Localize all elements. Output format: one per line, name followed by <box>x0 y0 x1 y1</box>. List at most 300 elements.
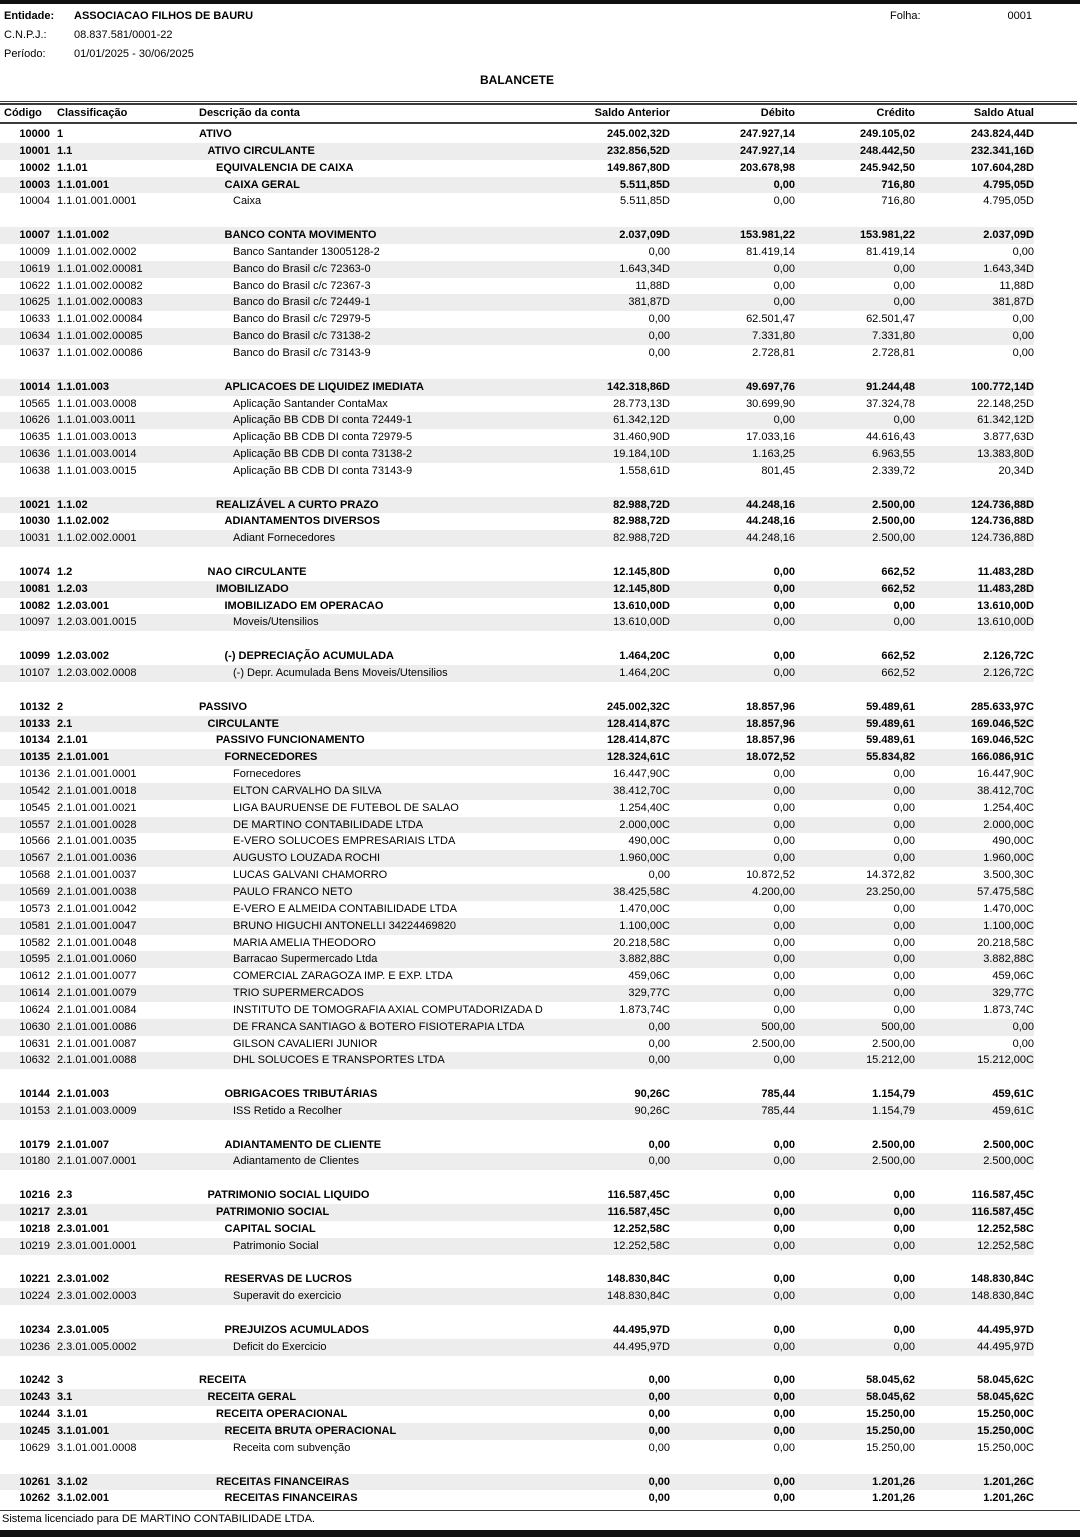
row-classificacao: 1.1.01.002.0002 <box>57 245 137 258</box>
row-credito: 662,52 <box>881 582 915 595</box>
row-debito: 0,00 <box>773 1424 795 1437</box>
row-credito: 0,00 <box>893 970 915 983</box>
row-saldo-atual: 20,34D <box>998 464 1034 477</box>
row-saldo-atual: 116.587,45C <box>971 1206 1034 1218</box>
row-descricao: Banco do Brasil c/c 72979-5 <box>233 313 371 326</box>
row-credito: 0,00 <box>893 987 915 1000</box>
table-row <box>0 598 1034 615</box>
row-codigo: 10031 <box>19 532 50 545</box>
row-codigo: 10629 <box>19 1441 50 1454</box>
row-classificacao: 3.1.02.001 <box>57 1492 109 1505</box>
row-saldo-anterior: 82.988,72D <box>613 498 670 511</box>
table-row <box>0 1103 1034 1120</box>
row-codigo: 10631 <box>19 1037 50 1050</box>
row-saldo-anterior: 149.867,80D <box>607 161 670 174</box>
row-descricao: Aplicação Santander ContaMax <box>233 397 388 410</box>
row-saldo-anterior: 82.988,72D <box>613 515 670 528</box>
row-credito: 2.728,81 <box>872 346 915 359</box>
row-debito: 1.163,25 <box>752 448 795 461</box>
row-descricao: INSTITUTO DE TOMOGRAFIA AXIAL COMPUTADORIZADA D <box>233 1003 543 1016</box>
row-saldo-atual: 124.736,88D <box>971 515 1034 528</box>
table-row <box>0 328 1034 345</box>
table-row <box>0 1019 1034 1036</box>
row-saldo-atual: 0,00 <box>1012 245 1034 258</box>
row-saldo-atual: 58.045,62C <box>977 1374 1034 1387</box>
row-codigo: 10569 <box>19 885 50 898</box>
row-descricao: PATRIMONIO SOCIAL LIQUIDO <box>207 1189 370 1202</box>
row-saldo-atual: 4.795,05D <box>983 178 1034 191</box>
row-saldo-anterior: 0,00 <box>648 313 670 326</box>
row-classificacao: 2.1.01 <box>57 734 88 747</box>
table-row <box>0 935 1034 952</box>
row-saldo-atual: 1.470,00C <box>983 902 1034 915</box>
row-saldo-anterior: 0,00 <box>648 1020 670 1033</box>
row-saldo-atual: 169.046,52C <box>971 734 1034 747</box>
row-credito: 1.154,79 <box>872 1104 915 1117</box>
table-row <box>0 160 1034 177</box>
row-debito: 49.697,76 <box>746 380 795 393</box>
row-credito: 716,80 <box>881 178 915 191</box>
table-row <box>0 817 1034 834</box>
row-saldo-anterior: 0,00 <box>648 1138 670 1151</box>
table-row <box>0 985 1034 1002</box>
row-credito: 2.500,00 <box>872 1138 915 1151</box>
row-classificacao: 3.1.01.001 <box>57 1424 109 1437</box>
table-row <box>0 244 1034 261</box>
row-classificacao: 2.1 <box>57 717 73 730</box>
row-credito: 0,00 <box>893 784 915 797</box>
row-descricao: RECEITAS FINANCEIRAS <box>224 1492 358 1505</box>
row-credito: 716,80 <box>881 195 915 208</box>
row-saldo-atual: 2.126,72C <box>983 667 1034 679</box>
row-descricao: PREJUIZOS ACUMULADOS <box>224 1323 369 1336</box>
row-saldo-atual: 16.447,90C <box>977 768 1034 781</box>
row-classificacao: 2.1.01.001.0047 <box>57 919 137 932</box>
row-debito: 18.857,96 <box>746 700 795 713</box>
row-credito: 662,52 <box>881 667 915 679</box>
row-credito: 248.442,50 <box>859 144 915 157</box>
row-debito: 18.072,52 <box>746 751 795 764</box>
row-debito: 801,45 <box>761 464 795 477</box>
row-saldo-atual: 1.643,34D <box>983 262 1034 275</box>
row-descricao: FORNECEDORES <box>224 751 318 764</box>
table-row <box>0 951 1034 968</box>
row-credito: 14.372,82 <box>866 869 915 882</box>
row-codigo: 10244 <box>19 1408 50 1421</box>
row-descricao: EQUIVALENCIA DE CAIXA <box>216 161 354 174</box>
row-codigo: 10573 <box>19 902 50 915</box>
page-bottom-bar <box>0 1530 1080 1537</box>
row-codigo: 10634 <box>19 330 50 343</box>
row-classificacao: 2.1.01.001.0037 <box>57 869 137 882</box>
row-saldo-atual: 1.254,40C <box>983 801 1034 814</box>
row-classificacao: 1.1.01.002.00085 <box>57 330 143 343</box>
license-footer: Sistema licenciado para DE MARTINO CONTABILIDADE LTDA. <box>2 1513 315 1526</box>
column-header-codigo: Código <box>4 107 42 119</box>
row-saldo-anterior: 0,00 <box>648 1037 670 1050</box>
row-credito: 0,00 <box>893 801 915 814</box>
row-debito: 0,00 <box>773 1340 795 1353</box>
row-credito: 1.201,26 <box>872 1492 915 1505</box>
row-saldo-anterior: 0,00 <box>648 1441 670 1454</box>
row-classificacao: 2.1.01.001.0018 <box>57 784 137 797</box>
column-header-debito: Débito <box>760 107 795 119</box>
row-credito: 44.616,43 <box>866 431 915 444</box>
row-saldo-atual: 1.201,26C <box>983 1492 1034 1505</box>
row-debito: 2.500,00 <box>752 1037 795 1050</box>
row-debito: 0,00 <box>773 1492 795 1505</box>
row-classificacao: 1.1.01.003.0015 <box>57 464 137 477</box>
row-codigo: 10009 <box>19 245 50 258</box>
row-credito: 0,00 <box>893 953 915 966</box>
row-credito: 2.500,00 <box>872 1155 915 1168</box>
row-credito: 7.331,80 <box>872 330 915 343</box>
row-debito: 0,00 <box>773 582 795 595</box>
row-saldo-atual: 1.201,26C <box>983 1475 1034 1488</box>
table-row <box>0 665 1034 682</box>
row-descricao: Banco do Brasil c/c 72367-3 <box>233 279 371 292</box>
row-debito: 0,00 <box>773 195 795 208</box>
spacer-row <box>0 1069 1034 1086</box>
row-saldo-anterior: 16.447,90C <box>613 768 670 781</box>
row-credito: 59.489,61 <box>866 700 915 713</box>
row-codigo: 10566 <box>19 835 50 848</box>
row-classificacao: 2.1.01.001.0035 <box>57 835 137 848</box>
row-classificacao: 2.1.01.001.0087 <box>57 1037 137 1050</box>
row-saldo-atual: 0,00 <box>1012 1020 1034 1033</box>
row-debito: 0,00 <box>773 1222 795 1235</box>
row-credito: 0,00 <box>893 1003 915 1016</box>
row-classificacao: 2.1.01.001.0001 <box>57 768 137 781</box>
table-row <box>0 648 1034 665</box>
row-credito: 15.212,00 <box>866 1054 915 1067</box>
row-codigo: 10565 <box>19 397 50 410</box>
row-descricao: Deficit do Exercicio <box>233 1340 327 1353</box>
row-credito: 500,00 <box>881 1020 915 1033</box>
table-row <box>0 513 1034 530</box>
periodo-label: Período: <box>4 48 46 60</box>
table-row <box>0 412 1034 429</box>
row-debito: 0,00 <box>773 818 795 831</box>
row-saldo-anterior: 245.002,32C <box>607 700 670 713</box>
row-classificacao: 2.1.01.001.0088 <box>57 1054 137 1067</box>
row-debito: 17.033,16 <box>746 431 795 444</box>
row-credito: 0,00 <box>893 1189 915 1202</box>
row-credito: 1.201,26 <box>872 1475 915 1488</box>
row-classificacao: 2.1.01.001.0086 <box>57 1020 137 1033</box>
row-credito: 23.250,00 <box>866 885 915 898</box>
row-saldo-anterior: 1.470,00C <box>619 902 670 915</box>
row-saldo-anterior: 0,00 <box>648 346 670 359</box>
row-saldo-atual: 15.250,00C <box>977 1408 1034 1421</box>
row-saldo-atual: 4.795,05D <box>983 195 1034 208</box>
row-debito: 7.331,80 <box>752 330 795 343</box>
row-descricao: (-) DEPRECIAÇÃO ACUMULADA <box>224 650 394 663</box>
row-codigo: 10082 <box>19 599 50 612</box>
row-debito: 0,00 <box>773 1323 795 1336</box>
spacer-row <box>0 547 1034 564</box>
row-descricao: (-) Depr. Acumulada Bens Moveis/Utensilios <box>233 667 448 679</box>
row-saldo-anterior: 1.464,20C <box>619 650 670 663</box>
row-credito: 37.324,78 <box>866 397 915 410</box>
table-row <box>0 1238 1034 1255</box>
spacer-row <box>0 1170 1034 1187</box>
table-row <box>0 294 1034 311</box>
row-descricao: CAIXA GERAL <box>224 178 300 191</box>
row-saldo-atual: 38.412,70C <box>977 784 1034 797</box>
row-debito: 0,00 <box>773 650 795 663</box>
row-saldo-atual: 2.126,72C <box>983 650 1034 663</box>
row-classificacao: 1.1 <box>57 144 73 157</box>
row-descricao: Patrimonio Social <box>233 1239 319 1252</box>
row-saldo-anterior: 0,00 <box>648 1391 670 1404</box>
row-descricao: Superavit do exercicio <box>233 1290 342 1303</box>
row-saldo-anterior: 0,00 <box>648 1492 670 1505</box>
table-row <box>0 429 1034 446</box>
row-debito: 44.248,16 <box>746 498 795 511</box>
row-saldo-atual: 13.383,80D <box>977 448 1034 461</box>
row-saldo-atual: 44.495,97D <box>977 1323 1034 1336</box>
row-debito: 0,00 <box>773 1391 795 1404</box>
row-saldo-anterior: 44.495,97D <box>613 1340 670 1353</box>
row-debito: 0,00 <box>773 902 795 915</box>
row-classificacao: 2.1.01.001.0079 <box>57 987 137 1000</box>
row-descricao: Banco do Brasil c/c 72363-0 <box>233 262 371 275</box>
table-row <box>0 901 1034 918</box>
row-descricao: TRIO SUPERMERCADOS <box>233 987 364 1000</box>
spacer-row <box>0 1305 1034 1322</box>
row-descricao: PASSIVO FUNCIONAMENTO <box>216 734 365 747</box>
spacer-row <box>0 210 1034 227</box>
row-debito: 30.699,90 <box>746 397 795 410</box>
row-classificacao: 2.3.01 <box>57 1206 88 1218</box>
row-saldo-atual: 11.483,28D <box>977 582 1034 595</box>
row-saldo-atual: 124.736,88D <box>971 532 1034 545</box>
row-classificacao: 1.1.01.002.00083 <box>57 296 143 309</box>
table-row <box>0 1440 1034 1457</box>
row-saldo-anterior: 381,87D <box>628 296 670 309</box>
row-classificacao: 3.1.02 <box>57 1475 88 1488</box>
row-saldo-anterior: 28.773,13D <box>613 397 670 410</box>
column-header-descricao: Descrição da conta <box>199 107 300 119</box>
column-header-credito: Crédito <box>876 107 915 119</box>
row-classificacao: 1.1.02.002.0001 <box>57 532 137 545</box>
row-descricao: COMERCIAL ZARAGOZA IMP. E EXP. LTDA <box>233 970 453 983</box>
row-codigo: 10630 <box>19 1020 50 1033</box>
row-saldo-atual: 0,00 <box>1012 330 1034 343</box>
row-saldo-anterior: 0,00 <box>648 1408 670 1421</box>
row-debito: 0,00 <box>773 1189 795 1202</box>
row-saldo-anterior: 1.254,40C <box>619 801 670 814</box>
row-codigo: 10545 <box>19 801 50 814</box>
row-debito: 203.678,98 <box>739 161 795 174</box>
row-saldo-atual: 459,06C <box>992 970 1034 983</box>
table-row <box>0 143 1034 160</box>
row-saldo-anterior: 12.252,58C <box>613 1222 670 1235</box>
row-credito: 662,52 <box>881 650 915 663</box>
row-codigo: 10612 <box>19 970 50 983</box>
spacer-row <box>0 362 1034 379</box>
row-classificacao: 1.1.02 <box>57 498 88 511</box>
row-classificacao: 2.3.01.002 <box>57 1273 109 1286</box>
row-descricao: MARIA AMELIA THEODORO <box>233 936 376 949</box>
row-debito: 81.419,14 <box>746 245 795 258</box>
row-saldo-atual: 148.830,84C <box>971 1273 1034 1286</box>
row-descricao: IMOBILIZADO <box>216 582 289 595</box>
row-credito: 15.250,00 <box>866 1441 915 1454</box>
row-saldo-anterior: 11,88D <box>635 279 670 292</box>
row-codigo: 10635 <box>19 431 50 444</box>
row-codigo: 10633 <box>19 313 50 326</box>
row-saldo-atual: 2.500,00C <box>983 1138 1034 1151</box>
row-classificacao: 1.1.01.002.00086 <box>57 346 143 359</box>
row-saldo-anterior: 2.000,00C <box>619 818 670 831</box>
row-saldo-anterior: 1.873,74C <box>619 1003 670 1016</box>
row-codigo: 10242 <box>19 1374 50 1387</box>
row-classificacao: 1.1.01.002.00082 <box>57 279 143 292</box>
row-codigo: 10625 <box>19 296 50 309</box>
spacer-row <box>0 1356 1034 1373</box>
row-codigo: 10030 <box>19 515 50 528</box>
row-credito: 15.250,00 <box>866 1424 915 1437</box>
row-descricao: NAO CIRCULANTE <box>207 565 307 578</box>
row-saldo-anterior: 82.988,72D <box>613 532 670 545</box>
row-saldo-anterior: 12.145,80D <box>613 582 670 595</box>
table-row <box>0 918 1034 935</box>
row-debito: 0,00 <box>773 616 795 629</box>
row-classificacao: 1.2.03 <box>57 582 88 595</box>
row-saldo-anterior: 128.414,87C <box>607 734 670 747</box>
row-saldo-atual: 0,00 <box>1012 1037 1034 1050</box>
row-codigo: 10004 <box>19 195 50 208</box>
table-row <box>0 867 1034 884</box>
row-descricao: PAULO FRANCO NETO <box>233 885 353 898</box>
row-debito: 0,00 <box>773 178 795 191</box>
row-saldo-anterior: 329,77C <box>628 987 670 1000</box>
row-codigo: 10568 <box>19 869 50 882</box>
row-debito: 785,44 <box>761 1104 795 1117</box>
row-saldo-atual: 124.736,88D <box>971 498 1034 511</box>
row-debito: 2.728,81 <box>752 346 795 359</box>
row-credito: 81.419,14 <box>866 245 915 258</box>
row-saldo-anterior: 0,00 <box>648 1424 670 1437</box>
row-descricao: ELTON CARVALHO DA SILVA <box>233 784 382 797</box>
row-classificacao: 2.1.01.003 <box>57 1088 109 1101</box>
row-saldo-atual: 3.877,63D <box>983 431 1034 444</box>
row-descricao: Banco Santander 13005128-2 <box>233 245 380 258</box>
row-descricao: Barracao Supermercado Ltda <box>233 953 378 966</box>
row-descricao: RESERVAS DE LUCROS <box>224 1273 352 1286</box>
table-row <box>0 1137 1034 1154</box>
row-classificacao: 2.1.01.001.0042 <box>57 902 137 915</box>
row-credito: 153.981,22 <box>859 229 915 242</box>
row-saldo-atual: 243.824,44D <box>971 128 1034 140</box>
row-saldo-atual: 58.045,62C <box>977 1391 1034 1404</box>
row-credito: 0,00 <box>893 1206 915 1218</box>
row-descricao: Banco do Brasil c/c 72449-1 <box>233 296 371 309</box>
row-classificacao: 2.1.01.007 <box>57 1138 109 1151</box>
row-credito: 62.501,47 <box>866 313 915 326</box>
row-descricao: E-VERO E ALMEIDA CONTABILIDADE LTDA <box>233 902 457 915</box>
row-saldo-anterior: 38.412,70C <box>613 784 670 797</box>
row-debito: 153.981,22 <box>739 229 795 242</box>
row-descricao: Banco do Brasil c/c 73143-9 <box>233 346 371 359</box>
row-classificacao: 2.1.01.007.0001 <box>57 1155 137 1168</box>
row-credito: 0,00 <box>893 902 915 915</box>
row-saldo-anterior: 13.610,00D <box>613 616 670 629</box>
row-classificacao: 1.1.01.003.0008 <box>57 397 137 410</box>
row-saldo-anterior: 3.882,88C <box>619 953 670 966</box>
row-codigo: 10107 <box>19 667 50 679</box>
row-classificacao: 1.1.01 <box>57 161 88 174</box>
row-debito: 0,00 <box>773 1374 795 1387</box>
row-classificacao: 1.1.02.002 <box>57 515 109 528</box>
row-debito: 0,00 <box>773 565 795 578</box>
row-descricao: ADIANTAMENTOS DIVERSOS <box>224 515 380 528</box>
table-row <box>0 766 1034 783</box>
table-row <box>0 463 1034 480</box>
row-saldo-anterior: 0,00 <box>648 245 670 258</box>
row-saldo-atual: 329,77C <box>992 987 1034 1000</box>
row-descricao: ATIVO <box>199 128 232 140</box>
row-codigo: 10595 <box>19 953 50 966</box>
spacer-row <box>0 1255 1034 1272</box>
row-debito: 0,00 <box>773 262 795 275</box>
row-saldo-anterior: 2.037,09D <box>619 229 670 242</box>
row-saldo-anterior: 148.830,84C <box>607 1273 670 1286</box>
row-descricao: E-VERO SOLUCOES EMPRESARIAIS LTDA <box>233 835 456 848</box>
row-debito: 0,00 <box>773 835 795 848</box>
row-saldo-atual: 15.250,00C <box>977 1424 1034 1437</box>
row-saldo-atual: 22.148,25D <box>977 397 1034 410</box>
row-credito: 15.250,00 <box>866 1408 915 1421</box>
row-codigo: 10542 <box>19 784 50 797</box>
row-credito: 0,00 <box>893 818 915 831</box>
row-codigo: 10007 <box>19 229 50 242</box>
row-credito: 0,00 <box>893 1340 915 1353</box>
row-saldo-anterior: 1.558,61D <box>619 464 670 477</box>
row-classificacao: 1.1.01.001.0001 <box>57 195 137 208</box>
row-saldo-anterior: 1.464,20C <box>619 667 670 679</box>
row-codigo: 10581 <box>19 919 50 932</box>
row-credito: 0,00 <box>893 919 915 932</box>
table-row <box>0 1036 1034 1053</box>
row-debito: 785,44 <box>761 1088 795 1101</box>
row-credito: 59.489,61 <box>866 717 915 730</box>
table-row <box>0 396 1034 413</box>
row-saldo-atual: 15.250,00C <box>977 1441 1034 1454</box>
row-saldo-anterior: 90,26C <box>634 1104 670 1117</box>
table-row <box>0 699 1034 716</box>
row-saldo-atual: 2.000,00C <box>983 818 1034 831</box>
row-descricao: PATRIMONIO SOCIAL <box>216 1206 330 1218</box>
row-credito: 245.942,50 <box>859 161 915 174</box>
row-debito: 0,00 <box>773 1273 795 1286</box>
row-codigo: 10236 <box>19 1340 50 1353</box>
row-descricao: DE MARTINO CONTABILIDADE LTDA <box>233 818 424 831</box>
row-classificacao: 2.1.01.001.0021 <box>57 801 137 814</box>
row-saldo-anterior: 1.960,00C <box>619 852 670 865</box>
row-classificacao: 2.1.01.003.0009 <box>57 1104 137 1117</box>
table-row <box>0 1002 1034 1019</box>
row-codigo: 10638 <box>19 464 50 477</box>
table-row <box>0 497 1034 514</box>
row-saldo-atual: 166.086,91C <box>971 751 1034 764</box>
table-row <box>0 227 1034 244</box>
table-row <box>0 1490 1034 1507</box>
row-classificacao: 2.1.01.001.0084 <box>57 1003 137 1016</box>
row-descricao: APLICACOES DE LIQUIDEZ IMEDIATA <box>224 380 424 393</box>
